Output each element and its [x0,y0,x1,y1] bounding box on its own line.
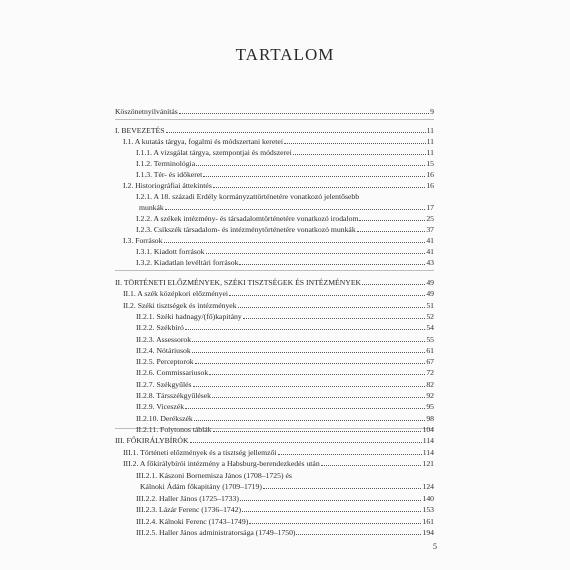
toc-entry[interactable] [136,354,434,366]
toc-entry[interactable] [136,411,434,423]
toc-entry-label: III.2.2. Haller János (1725–1733) [136,493,239,503]
toc-entry[interactable] [136,320,434,332]
toc-entry-page: 11 [426,148,434,157]
toc-entry[interactable] [136,491,434,503]
dot-leader [278,453,422,455]
toc-entry-label: III.2.5. Haller János administratorsága (1749–1750) [136,528,296,537]
toc-entry-label: II.2.8. Társszékgyűlések [136,391,212,400]
dot-leader [362,283,425,285]
toc-entry-label: II.2.10. Derékszék [136,413,193,423]
toc-entry[interactable] [140,479,434,491]
toc-entry-label: I.1. A kutatás tárgya, fogalmi és módszertani keretei [123,137,283,146]
toc-entry-page: 92 [426,391,434,400]
toc-entry-label: II.2.9. Viceszék [136,402,185,412]
toc-entry-label: II.2.5. Perceptorok [136,357,194,367]
toc-entry-label: II.2.11. Folytonos táblák [136,424,212,434]
dot-leader [206,252,426,254]
toc-entry[interactable] [136,502,434,514]
dot-leader [192,340,425,342]
toc-entry-page: 11 [426,126,434,135]
toc-entry[interactable] [115,275,434,287]
dot-leader [192,351,426,353]
toc-entry-page: 9 [430,107,434,116]
toc-entry-page: 49 [426,278,434,287]
dot-leader [249,522,421,524]
toc-entry-label: I.1.3. Tér- és időkeret [136,170,203,179]
toc-entry-page: 16 [426,181,434,190]
dot-leader [357,230,426,232]
toc-entry[interactable] [136,399,434,411]
toc-entry-label: II.2.3. Assessorok [136,334,192,344]
toc-entry-page: 15 [426,159,434,168]
toc-entry[interactable] [115,104,434,116]
toc-entry[interactable] [136,365,434,377]
toc-entry-label: I.2.1. A 18. századi Erdély kormányzattörténetére vonatkozó jelentősebb [136,192,360,201]
toc-entry[interactable] [136,332,434,344]
dot-leader [213,186,426,188]
toc-entry[interactable] [123,298,434,310]
toc-entry-page: 95 [426,402,434,412]
page-number: 5 [433,542,437,551]
toc-entry-label: III. FŐKIRÁLYBÍRÓK [115,436,189,445]
dot-leader [212,396,425,398]
dot-leader [238,306,426,308]
toc-entry-page: 55 [426,334,434,344]
toc-entry[interactable] [136,343,434,355]
toc-entry-page: 153 [422,505,434,514]
toc-entry-label: I.3.2. Kiadatlan levéltári források [136,258,239,267]
dot-leader [185,328,425,330]
toc-entry-page: 194 [422,528,434,537]
toc-entry-label: II. TÖRTÉNETI ELŐZMÉNYEK, SZÉKI TISZTSÉGEK ÉS INTÉZMÉNYEK [115,278,362,287]
toc-entry-label: III.1. Történeti előzmények és a tisztség jellemzői [123,447,277,457]
toc-entry-page: 25 [426,214,434,223]
toc-entry-page: 54 [426,323,434,333]
dot-leader [240,499,422,501]
dot-leader [321,464,422,466]
toc-entry-page: 140 [422,493,434,503]
section-divider [115,119,434,120]
dot-leader [243,317,426,319]
dot-leader [166,131,426,133]
toc-entry-label: II.1. A szék középkori előzményei [123,289,229,299]
toc-entry[interactable] [136,468,434,480]
toc-entry-label: II.2.7. Székgyűlés [136,379,192,389]
toc-entry-page: 52 [426,311,434,321]
toc-entry-page: 17 [426,203,434,212]
toc-entry-page: 67 [426,357,434,367]
toc-entry-page: 114 [422,436,434,445]
toc-entry-page: 121 [422,459,434,468]
toc-entry-page: 161 [422,516,434,526]
toc-entry-label: I.1.2. Terminológia [136,159,196,168]
toc-entry[interactable] [136,525,434,537]
dot-leader [242,510,421,512]
toc-entry[interactable] [136,514,434,526]
toc-entry-label: II.2.2. Székbíró [136,323,184,333]
toc-entry-page: 61 [426,345,434,355]
toc-entry-page: 11 [426,137,434,146]
dot-leader [213,430,422,432]
toc-entry-page: 72 [426,368,434,378]
toc-entry-page: 51 [426,300,434,310]
dot-leader [179,112,429,114]
toc-entry-label: III.2.3. Lázár Ferenc (1736–1742) [136,505,242,514]
dot-leader [239,263,425,265]
dot-leader [284,142,426,144]
toc-entry-page: 98 [426,413,434,423]
toc-entry-page: 124 [422,482,434,491]
toc-entry-page: 49 [426,289,434,299]
toc-entry[interactable] [123,286,434,298]
dot-leader [296,533,421,535]
toc-entry-label: munkák [139,203,164,212]
toc-entry-page: 37 [426,225,434,234]
toc-entry-label: III.2. A főkirálybírói intézmény a Habsburg-berendezkedés után [123,459,320,468]
toc-entry[interactable] [123,445,434,457]
dot-leader [293,153,426,155]
dot-leader [165,208,426,210]
toc-entry-label: I.2.2. A székek intézmény- és társadalomtörténetére vonatkozó irodalom [136,214,359,223]
dot-leader [185,407,425,409]
toc-entry-label: II.2.1. Széki hadnagy/(fő)kapitány [136,311,242,321]
toc-entry-page: 41 [426,236,434,245]
toc-entry-page: 41 [426,247,434,256]
toc-entry-page: 16 [426,170,434,179]
toc-entry-label: I.2.3. Csíkszék társadalom- és intézménytörténetére vonatkozó munkák [136,225,356,234]
toc-entry-label: Kálnoki Ádám főkapitány (1709–1719) [140,482,262,491]
toc-entry-label: II.2.6. Commissariusok [136,368,209,378]
dot-leader [193,385,426,387]
toc-entry[interactable] [136,377,434,389]
dot-leader [190,441,422,443]
dot-leader [196,164,425,166]
toc-entry[interactable] [136,309,434,321]
toc-entry[interactable] [115,433,434,445]
toc-entry-label: III.2.1. Kászoni Bornemisza János (1708–1725) és [136,470,292,480]
toc-entry-label: II.2.4. Nótáriusok [136,345,191,355]
toc-entry-label: I.2. Historiográfiai áttekintés [123,181,212,190]
dot-leader [263,487,422,489]
toc-entry[interactable] [136,255,434,267]
toc-entry-page: 104 [422,424,434,434]
toc-entry-label: I. BEVEZETÉS [115,126,165,135]
dot-leader [194,419,426,421]
dot-leader [195,362,426,364]
toc-entry-page: 43 [426,258,434,267]
toc-entry-label: I.3.1. Kiadott források [136,247,205,256]
toc-entry[interactable] [136,388,434,400]
page-title: TARTALOM [235,45,335,64]
toc-entry-label: III.2.4. Kálnoki Ferenc (1743–1749) [136,516,249,526]
toc-entry-page: 114 [422,447,434,457]
toc-entry-label: Köszönetnyilvánítás [115,107,178,116]
toc-entry-label: I.1.1. A vizsgálat tárgya, szempontjai és módszerei [136,148,292,157]
dot-leader [164,241,426,243]
toc-entry-label: I.3. Források [123,236,163,245]
dot-leader [359,219,425,221]
toc-entry-page: 82 [426,379,434,389]
dot-leader [209,373,425,375]
dot-leader [203,175,425,177]
toc-entry[interactable] [123,456,434,468]
toc-entry-label: II.2. Széki tisztségek és intézmények [123,300,237,310]
section-divider [115,270,434,271]
dot-leader [229,294,425,296]
